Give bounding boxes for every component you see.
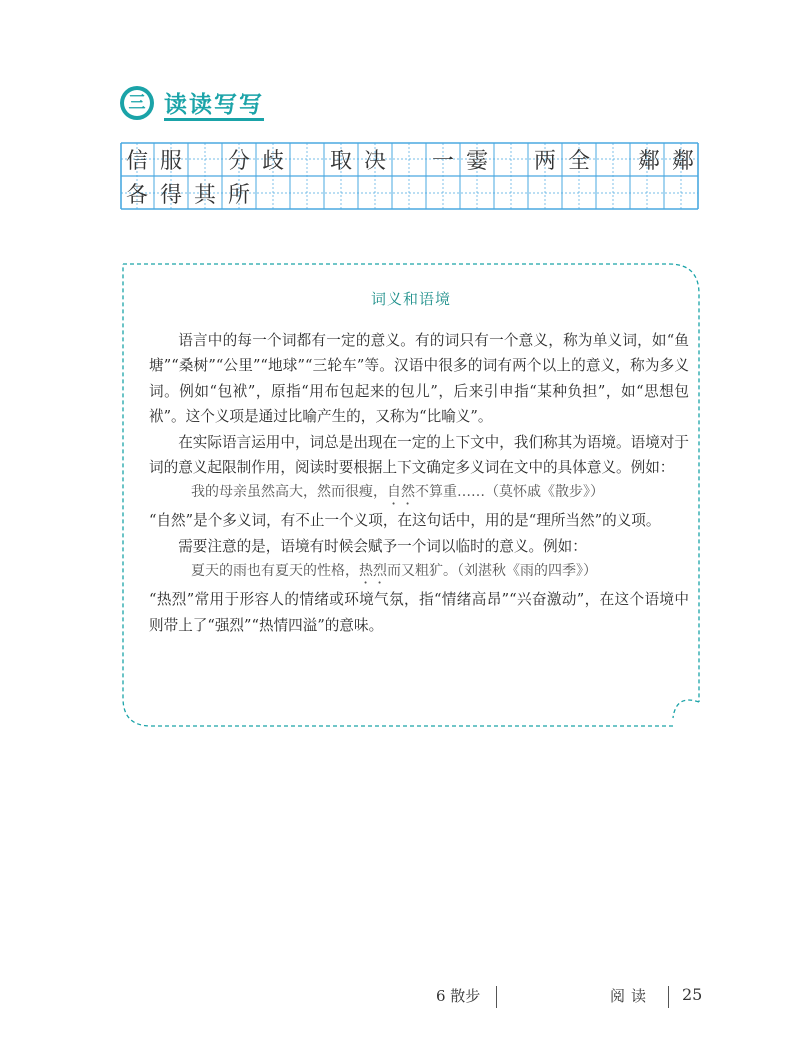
grid-char: 所: [227, 182, 250, 208]
grid-char: 决: [363, 148, 386, 174]
grid-char: 两: [533, 148, 556, 174]
paragraph: 语言中的每一个词都有一定的意义。有的词只有一个意义，称为单义词，如“鱼塘”“桑树”“公里”“地球”“三轮车”等。汉语中很多的词有两个以上的意义，称为多义词。例如“包袱”，原指“用布包起来的包儿”，后来引申指“某种负担”，如“思想包袱”。这个义项是通过比喻产生的，又称为“比喻义”。: [149, 332, 689, 426]
grid-char: 全: [567, 148, 590, 174]
footer-divider: [668, 986, 669, 1008]
paragraph: “热烈”常用于形容人的情绪或环境气氛，指“情绪高昂”“兴奋激动”，在这个语境中则带上了“强烈”“热情四溢”的意味。: [149, 591, 689, 634]
grid-char: 得: [159, 182, 182, 208]
footer-divider: [496, 986, 497, 1008]
writing-grid: [120, 142, 700, 210]
grid-char: 其: [193, 182, 216, 208]
grid-char: 各: [125, 182, 148, 208]
page-number: 25: [682, 985, 703, 1004]
emphasized-word: 热烈: [359, 563, 387, 580]
section-number-badge: [120, 86, 154, 120]
section-title: 读读写写: [164, 92, 264, 118]
paragraph: 在实际语言运用中，词总是出现在一定的上下文中，我们称其为语境。语境对于词的意义起限制作用，阅读时要根据上下文确定多义词在文中的具体意义。例如：: [149, 433, 689, 477]
grid-char: 鄰: [671, 148, 694, 174]
box-body: [149, 328, 689, 638]
emphasized-word: 自然: [387, 484, 415, 501]
grid-char: 鄰: [637, 148, 660, 174]
grid-char: 一: [431, 148, 454, 174]
grid-char: 歧: [261, 148, 284, 174]
grid-char: 服: [159, 148, 182, 174]
grid-row-1: [120, 142, 700, 176]
paragraph: “自然”是个多义词，有不止一个义项，在这句话中，用的是“理所当然”的义项。: [149, 512, 661, 530]
example-sentence: 我的母亲虽然高大，然而很瘦，自然不算重……（莫怀戚《散步》）: [191, 484, 604, 501]
grid-char: 霎: [465, 148, 488, 174]
example-sentence: 夏天的雨也有夏天的性格，热烈而又粗犷。（刘湛秋《雨的四季》）: [191, 563, 597, 580]
box-title: 词义和语境: [370, 290, 451, 308]
grid-char: 信: [125, 148, 148, 174]
grid-char: 取: [329, 148, 352, 174]
knowledge-box: [121, 262, 701, 728]
section-title-underline: [164, 118, 264, 121]
grid-row-2: [120, 176, 700, 210]
section-number: 三: [124, 90, 150, 116]
paragraph: 需要注意的是，语境有时候会赋予一个词以临时的意义。例如：: [178, 537, 587, 555]
grid-char: 分: [227, 148, 250, 174]
footer-lesson: 6 散步: [436, 987, 481, 1005]
footer-section: 阅读: [610, 987, 653, 1005]
